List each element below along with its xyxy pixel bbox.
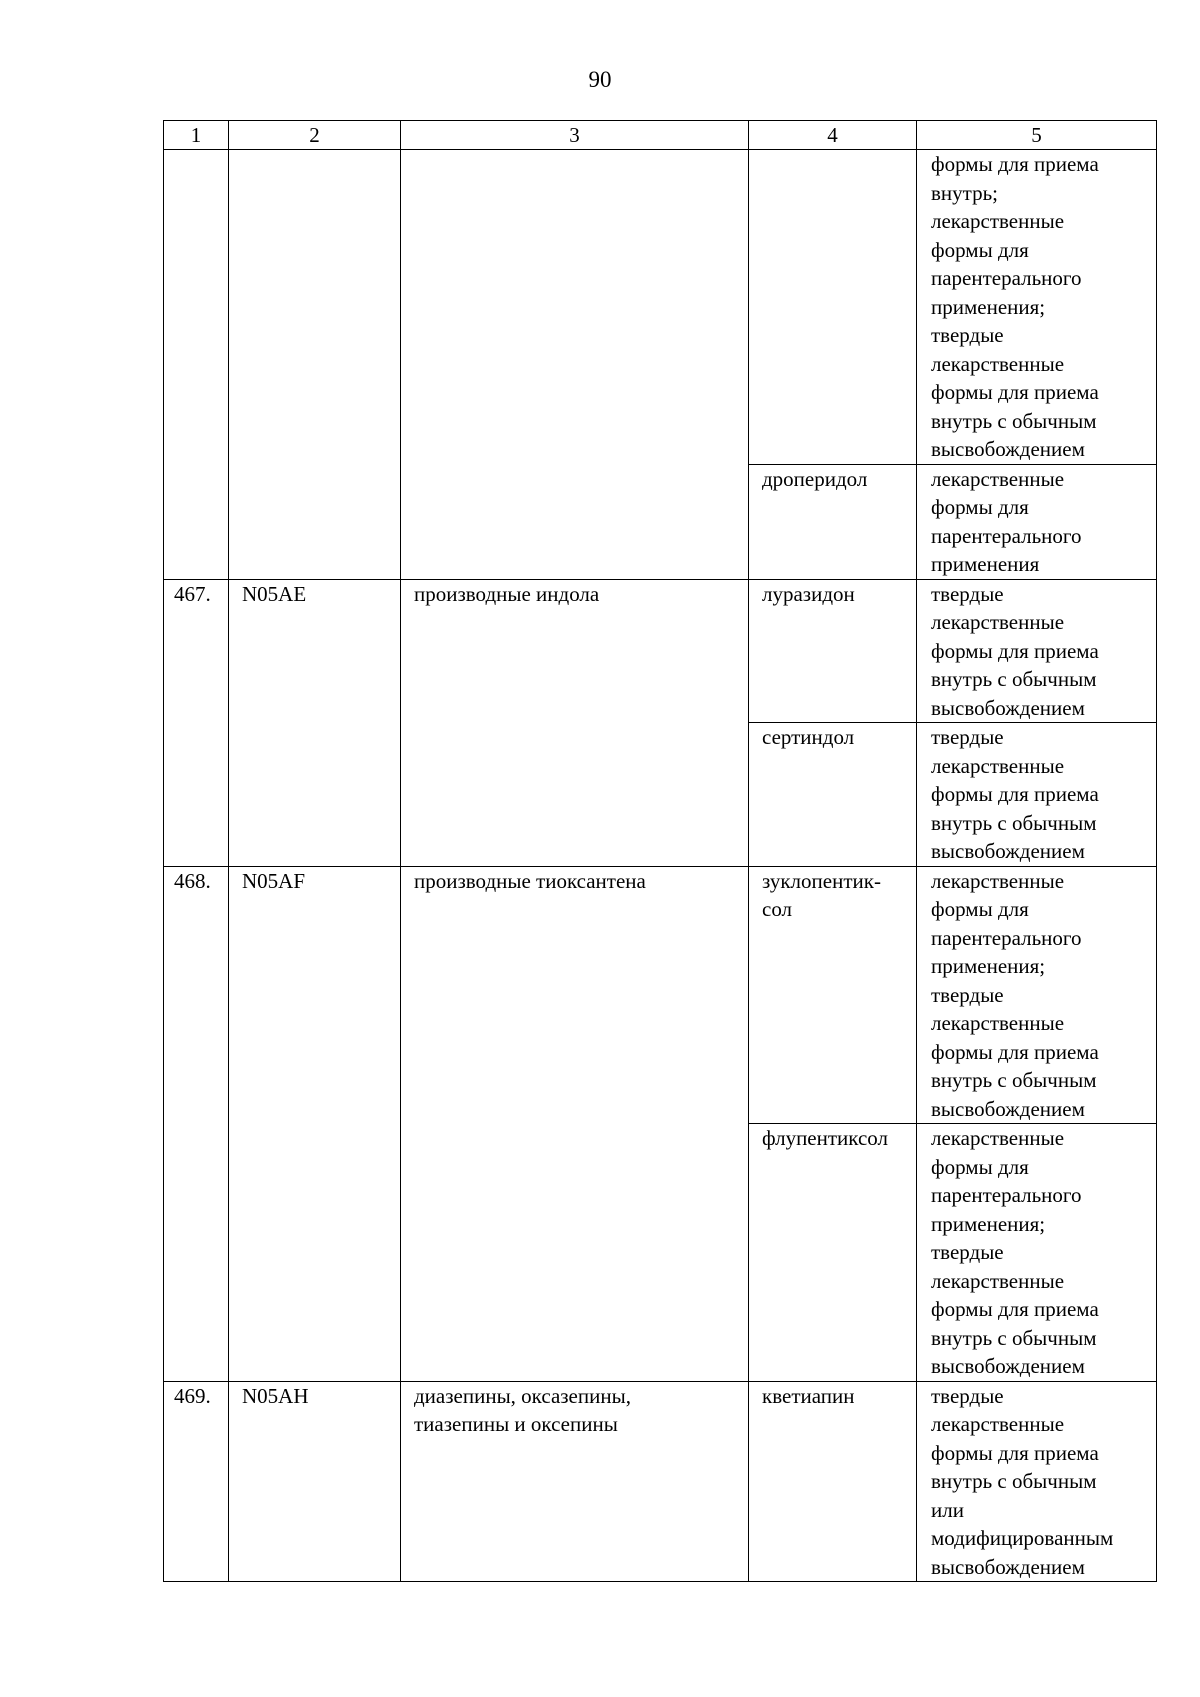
- text-line: внутрь с обычным: [931, 810, 1097, 835]
- text-line: формы для: [931, 1154, 1029, 1179]
- cell-drug-name: сертиндол: [749, 723, 917, 867]
- cell-atc-code: N05AF: [229, 866, 401, 1381]
- text-line: формы для приема: [931, 1039, 1099, 1064]
- text-line: парентерального: [931, 1183, 1082, 1207]
- text-line: высвобождением: [931, 1354, 1085, 1378]
- text-line: высвобождением: [931, 1554, 1085, 1579]
- table-row-469: [164, 1381, 1157, 1582]
- text-line: твердые: [931, 323, 1004, 347]
- text-line: внутрь с обычным: [931, 1325, 1097, 1350]
- text-line: формы для: [931, 897, 1029, 921]
- text-line: высвобождением: [931, 1096, 1085, 1121]
- cell-row-number: 467.: [164, 579, 229, 866]
- cell-dosage-form: [917, 150, 1157, 465]
- cell-dosage-form: [917, 723, 1157, 867]
- text-line: твердые: [931, 1240, 1004, 1264]
- cell-group-name: производные индола: [401, 579, 749, 866]
- text-line: зуклопентик-: [762, 868, 881, 893]
- column-header-3: 3: [401, 121, 749, 150]
- text-line: лекарственные: [931, 1126, 1065, 1150]
- text-line: лекарственные: [931, 1011, 1065, 1035]
- cell-group-empty: [401, 150, 749, 580]
- cell-dosage-form: [917, 866, 1157, 1124]
- cell-dosage-form: [917, 464, 1157, 579]
- text-line: твердые: [931, 581, 1004, 606]
- text-line: применения: [931, 552, 1040, 576]
- text-line: внутрь с обычным: [931, 408, 1097, 433]
- cell-drug-name: флупентиксол: [749, 1124, 917, 1382]
- table-header-row: [164, 121, 1157, 150]
- text-line: формы для приема: [931, 152, 1099, 176]
- text-line: формы для приема: [931, 1440, 1099, 1465]
- cell-num-empty: [164, 150, 229, 580]
- text-line: лекарственные: [931, 466, 1065, 491]
- text-line: внутрь с обычным: [931, 1469, 1097, 1493]
- cell-group-name: производные тиоксантена: [401, 866, 749, 1381]
- text-line: лекарственные: [931, 610, 1065, 634]
- cell-dosage-form: [917, 1124, 1157, 1382]
- text-line: высвобождением: [931, 695, 1085, 720]
- text-line: применения;: [931, 294, 1046, 319]
- text-line: лекарственные: [931, 1268, 1065, 1293]
- text-line: формы для приема: [931, 380, 1099, 404]
- cell-dosage-form: [917, 1381, 1157, 1582]
- text-line: лекарственные: [931, 351, 1065, 376]
- text-line: лекарственные: [931, 209, 1065, 233]
- text-line: тиазепины и оксепины: [414, 1412, 618, 1436]
- cell-drug-empty: [749, 150, 917, 465]
- text-line: формы для приема: [931, 638, 1099, 663]
- cell-atc-code: N05AE: [229, 579, 401, 866]
- text-line: лекарственные: [931, 1412, 1065, 1436]
- text-line: применения;: [931, 954, 1046, 978]
- text-line: высвобождением: [931, 839, 1085, 863]
- text-line: твердые: [931, 1383, 1004, 1408]
- text-line: внутрь;: [931, 180, 998, 205]
- text-line: применения;: [931, 1211, 1046, 1236]
- column-header-4: 4: [749, 121, 917, 150]
- text-line: формы для: [931, 495, 1029, 519]
- cell-drug-name: [749, 866, 917, 1124]
- cell-group-name: [401, 1381, 749, 1582]
- text-line: твердые: [931, 982, 1004, 1007]
- cell-atc-code: N05AH: [229, 1381, 401, 1582]
- medication-table: [163, 120, 1157, 1582]
- text-line: модифицированным: [931, 1526, 1114, 1550]
- text-line: сол: [762, 897, 793, 921]
- text-line: парентерального: [931, 266, 1082, 290]
- text-line: парентерального: [931, 523, 1082, 548]
- column-header-1: 1: [164, 121, 229, 150]
- column-header-2: 2: [229, 121, 401, 150]
- text-line: парентерального: [931, 925, 1082, 950]
- text-line: твердые: [931, 725, 1004, 749]
- cell-code-empty: [229, 150, 401, 580]
- text-line: внутрь с обычным: [931, 667, 1097, 691]
- text-line: лекарственные: [931, 868, 1065, 893]
- table-row-467: [164, 579, 1157, 723]
- cell-drug-name: дроперидол: [749, 464, 917, 579]
- text-line: высвобождением: [931, 437, 1085, 461]
- cell-drug-name: луразидон: [749, 579, 917, 723]
- text-line: формы для приема: [931, 782, 1099, 806]
- table-row-continuation: [164, 150, 1157, 465]
- text-line: формы для: [931, 237, 1029, 262]
- text-line: внутрь с обычным: [931, 1068, 1097, 1092]
- text-line: диазепины, оксазепины,: [414, 1383, 631, 1408]
- cell-dosage-form: [917, 579, 1157, 723]
- cell-drug-name: кветиапин: [749, 1381, 917, 1582]
- column-header-5: 5: [917, 121, 1157, 150]
- text-line: или: [931, 1497, 964, 1522]
- text-line: формы для приема: [931, 1297, 1099, 1321]
- table-row-468: [164, 866, 1157, 1124]
- text-line: лекарственные: [931, 753, 1065, 778]
- cell-row-number: 469.: [164, 1381, 229, 1582]
- page-number: 90: [588, 67, 612, 92]
- cell-row-number: 468.: [164, 866, 229, 1381]
